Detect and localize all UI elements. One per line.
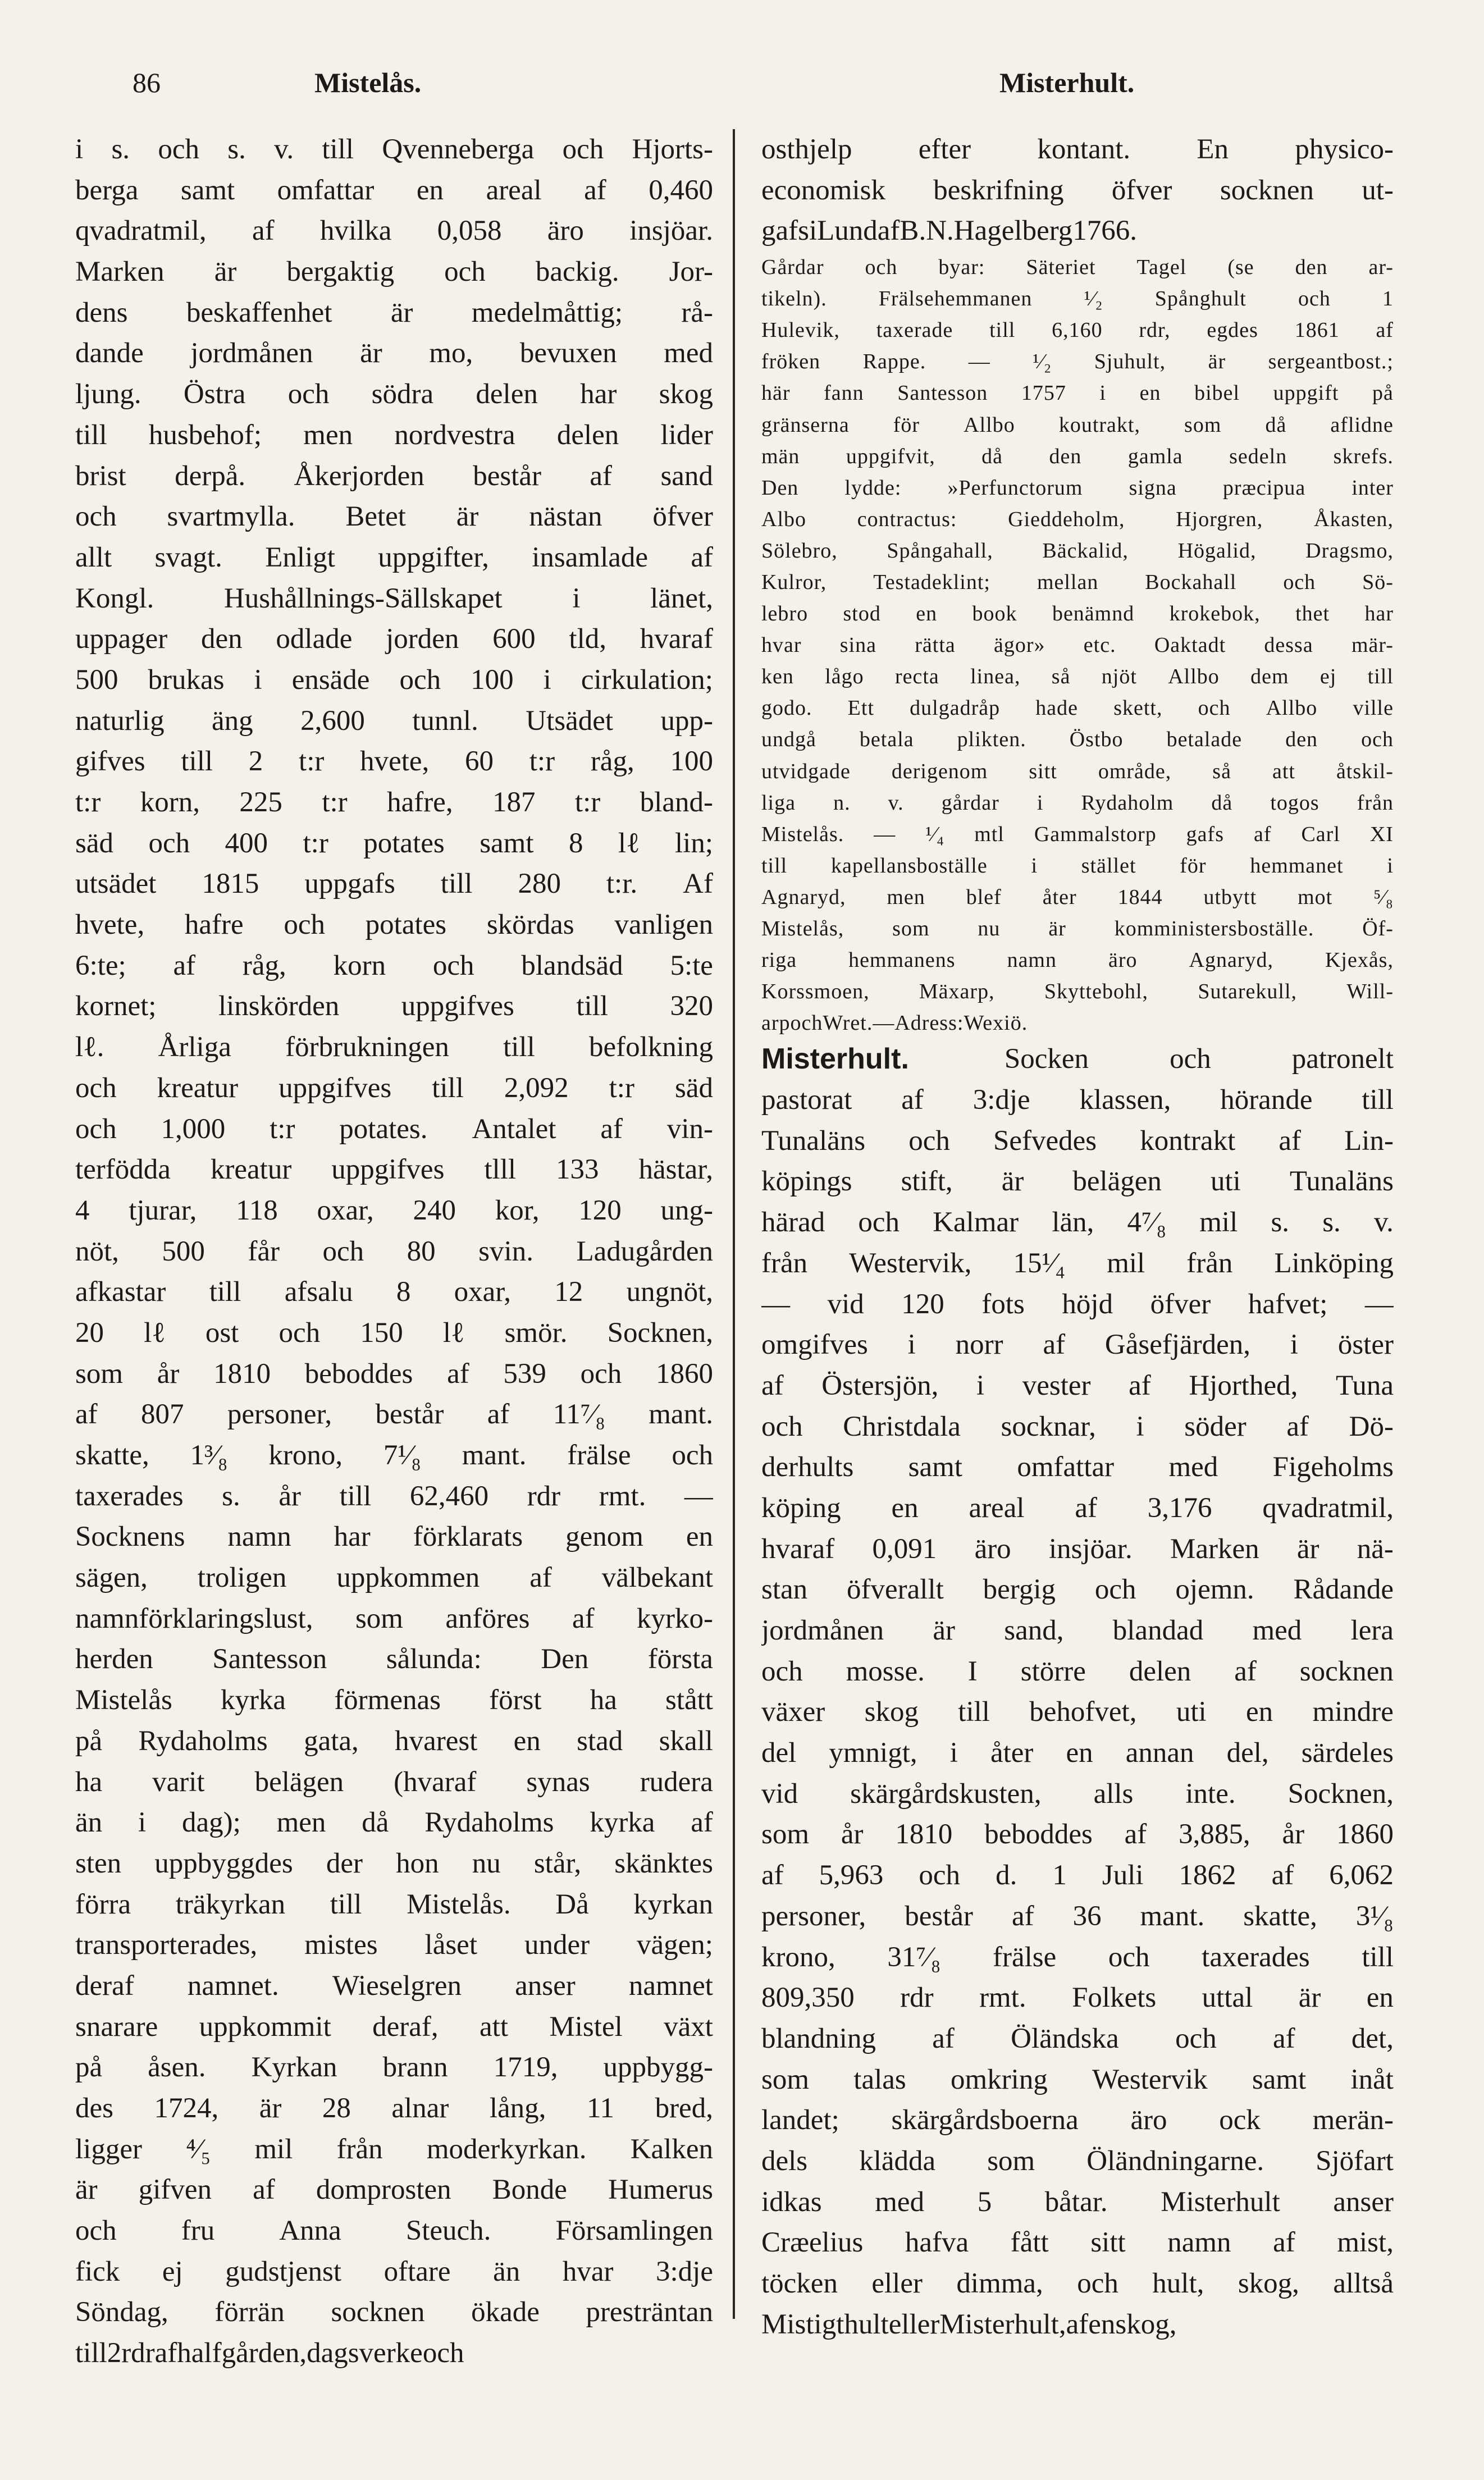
right-running-title: Misterhult. (999, 67, 1135, 98)
text-line: på åsen. Kyrkan brann 1719, uppbygg- (75, 2052, 713, 2084)
page-number: 86 (133, 67, 161, 98)
text-line: utvidgade derigenom sitt område, så att åtskil- (761, 759, 1394, 783)
text-line: Gårdar och byar: Säteriet Tagel (se den ar- (761, 255, 1394, 280)
text-line: dels klädda som Öländningarne. Sjöfart (761, 2145, 1394, 2177)
text-line: tikeln). Frälsehemmanen ¹⁄₂ Spånghult och 1 (761, 287, 1394, 311)
text-line: Socknens namn har förklarats genom en (75, 1521, 713, 1553)
text-line: personer, består af 36 mant. skatte, 3¹⁄₈ (761, 1900, 1394, 1932)
column-divider (733, 129, 735, 2319)
text-line: hvaraf 0,091 äro insjöar. Marken är nä- (761, 1533, 1394, 1565)
text-line: kornet; linskörden uppgifves till 320 (75, 990, 713, 1022)
text-line: af 807 personer, består af 11⁷⁄₈ mant. (75, 1399, 713, 1431)
text-line: blandning af Öländska och af det, (761, 2022, 1394, 2054)
text-line: pastorat af 3:dje klassen, hörande till (761, 1084, 1394, 1116)
text-line: del ymnigt, i åter en annan del, särdeles (761, 1737, 1394, 1769)
text-line: Mistelås kyrka förmenas först ha stått (75, 1684, 713, 1716)
text-line: terfödda kreatur uppgifves tlll 133 hästar, (75, 1154, 713, 1186)
text-line: köping en areal af 3,176 qvadratmil, (761, 1492, 1394, 1524)
text-line: och 1,000 t:r potates. Antalet af vin- (75, 1113, 713, 1145)
text-line: än i dag); men då Rydaholms kyrka af (75, 1807, 713, 1839)
text-line: och Christdala socknar, i söder af Dö- (761, 1410, 1394, 1442)
text-line: är gifven af domprosten Bonde Humerus (75, 2174, 713, 2206)
text-line: töcken eller dimma, och hult, skog, alltså (761, 2268, 1394, 2300)
text-line: hvar sina rätta ägor» etc. Oaktadt dessa mär- (761, 633, 1394, 657)
text-line: af Östersjön, i vester af Hjorthed, Tuna (761, 1369, 1394, 1401)
text-line: Hulevik, taxerade till 6,160 rdr, egdes 1861 af (761, 318, 1394, 342)
text-line: Tunaläns och Sefvedes kontrakt af Lin- (761, 1125, 1394, 1157)
text-line: ha varit belägen (hvaraf synas rudera (75, 1766, 713, 1798)
text-line: hvete, hafre och potates skördas vanligen (75, 909, 713, 941)
text-line: skatte, 1³⁄₈ krono, 7¹⁄₈ mant. frälse och (75, 1440, 713, 1471)
text-line: Mistelås, som nu är komministersboställe. Öf- (761, 917, 1394, 941)
text-line: Agnaryd, men blef åter 1844 utbytt mot ⁵⁄₈ (761, 885, 1394, 909)
text-line: af 5,963 och d. 1 Juli 1862 af 6,062 (761, 1860, 1394, 1892)
text-line: köpings stift, är belägen uti Tunaläns (761, 1166, 1394, 1198)
left-column (75, 129, 713, 2381)
running-header (0, 66, 1484, 111)
text-line: idkas med 5 båtar. Misterhult anser (761, 2186, 1394, 2218)
text-line: utsädet 1815 uppgafs till 280 t:r. Af (75, 868, 713, 900)
text-line: växer skog till behofvet, uti en mindre (761, 1696, 1394, 1728)
text-line: liga n. v. gårdar i Rydaholm då togos från (761, 791, 1394, 815)
text-line: arp och Wret. — Adress: Wexiö. (761, 1011, 1028, 1035)
text-line: fröken Rappe. — ¹⁄₂ Sjuhult, är sergeantbost.; (761, 350, 1394, 374)
text-line: jordmånen är sand, blandad med lera (761, 1615, 1394, 1647)
text-line: Mistelås. — ¹⁄₄ mtl Gammalstorp gafs af Carl XI (761, 822, 1394, 846)
text-line: snarare uppkommit deraf, att Mistel växt (75, 2011, 713, 2043)
text-line: ligger ⁴⁄₅ mil från moderkyrkan. Kalken (75, 2133, 713, 2165)
text-line: undgå betala plikten. Östbo betalade den och (761, 728, 1394, 752)
text-line: fick ej gudstjenst oftare än hvar 3:dje (75, 2255, 713, 2287)
text-line: Korssmoen, Mäxarp, Skyttebohl, Sutarekull, Will- (761, 980, 1394, 1004)
text-line: dens beskaffenhet är medelmåttig; rå- (75, 296, 713, 328)
text-line: economisk beskrifning öfver socknen ut- (761, 174, 1394, 206)
text-line: osthjelp efter kontant. En physico- (761, 134, 1394, 165)
text-line: gafs i Lund af B. N. Hagelberg 1766. (761, 215, 1138, 247)
left-running-title: Mistelås. (314, 67, 422, 98)
text-line: brist derpå. Åkerjorden består af sand (75, 460, 713, 492)
text-line: riga hemmanens namn äro Agnaryd, Kjexås, (761, 948, 1394, 972)
text-line: sägen, troligen uppkommen af välbekant (75, 1562, 713, 1594)
text-line: namnförklaringslust, som anföres af kyrko- (75, 1602, 713, 1634)
text-line: ljung. Östra och södra delen har skog (75, 378, 713, 410)
text-line: Kongl. Hushållnings-Sällskapet i länet, (75, 582, 713, 614)
text-line: omgifves i norr af Gåsefjärden, i öster (761, 1329, 1394, 1361)
right-column-small-print (761, 252, 1394, 1039)
text-line: förra träkyrkan till Mistelås. Då kyrkan (75, 1888, 713, 1920)
text-line: krono, 31⁷⁄₈ frälse och taxerades till (761, 1941, 1394, 1973)
text-line: transporterades, mistes låset under vägen; (75, 1929, 713, 1961)
text-line: säd och 400 t:r potates samt 8 lℓ lin; (75, 827, 713, 859)
text-line: taxerades s. år till 62,460 rdr rmt. — (75, 1480, 713, 1512)
text-line: Kulror, Testadeklint; mellan Bockahall och Sö- (761, 570, 1394, 594)
text-line: som talas omkring Westervik samt inåt (761, 2063, 1394, 2095)
text-line: lebro stod en book benämnd krokebok, thet har (761, 602, 1394, 626)
text-line: Den lydde: »Perfunctorum signa præcipua inter (761, 476, 1394, 500)
text-line: 500 brukas i ensäde och 100 i cirkulation; (75, 664, 713, 696)
text-line: och mosse. I större delen af socknen (761, 1655, 1394, 1687)
text-line: 4 tjurar, 118 oxar, 240 kor, 120 ung- (75, 1194, 713, 1226)
entry-heading-line: Misterhult. Socken och patronelt (761, 1039, 1394, 1080)
text-line: des 1724, är 28 alnar lång, 11 bred, (75, 2093, 713, 2124)
text-line: landet; skärgårdsboerna äro ock merän- (761, 2104, 1394, 2136)
text-line: ken lågo recta linea, så njöt Allbo dem ej till (761, 665, 1394, 689)
text-line: och kreatur uppgifves till 2,092 t:r säd (75, 1072, 713, 1104)
text-line: gränserna för Allbo koutrakt, som då aflidne (761, 413, 1394, 437)
text-line: till kapellansboställe i stället för hemmanet i (761, 853, 1394, 878)
text-line: naturlig äng 2,600 tunnl. Utsädet upp- (75, 705, 713, 737)
text-line: på Rydaholms gata, hvarest en stad skall (75, 1725, 713, 1757)
text-line: gifves till 2 t:r hvete, 60 t:r råg, 100 (75, 746, 713, 778)
text-line: Sölebro, Spångahall, Bäckalid, Högalid, Dragsmo, (761, 538, 1394, 563)
right-column (761, 129, 1394, 2381)
text-line: afkastar till afsalu 8 oxar, 12 ungnöt, (75, 1276, 713, 1308)
text-line: lℓ. Årliga förbrukningen till befolkning (75, 1031, 713, 1063)
text-line: härad och Kalmar län, 4⁷⁄₈ mil s. s. v. (761, 1207, 1394, 1239)
text-line: och svartmylla. Betet är nästan öfver (75, 501, 713, 533)
text-line: Cræelius hafva fått sitt namn af mist, (761, 2227, 1394, 2259)
text-line: vid skärgårdskusten, alls inte. Socknen, (761, 1778, 1394, 1810)
text-line: sten uppbyggdes der hon nu står, skänktes (75, 1847, 713, 1879)
text-line: dande jordmånen är mo, bevuxen med (75, 337, 713, 369)
text-line: 809,350 rdr rmt. Folkets uttal är en (761, 1982, 1394, 2014)
text-line: här fann Santesson 1757 i en bibel uppgift på (761, 381, 1394, 405)
text-line: nöt, 500 får och 80 svin. Ladugården (75, 1235, 713, 1267)
text-line: uppager den odlade jorden 600 tld, hvaraf (75, 623, 713, 655)
text-line: allt svagt. Enligt uppgifter, insamlade af (75, 541, 713, 573)
text-line: t:r korn, 225 t:r hafre, 187 t:r bland- (75, 787, 713, 818)
text-line: — vid 120 fots höjd öfver hafvet; — (761, 1288, 1394, 1320)
text-line: som år 1810 beboddes af 3,885, år 1860 (761, 1819, 1394, 1851)
text-line: 20 lℓ ost och 150 lℓ smör. Socknen, (75, 1317, 713, 1349)
text-line: i s. och s. v. till Qvenneberga och Hjorts- (75, 134, 713, 165)
text-line: till husbehof; men nordvestra delen lider (75, 419, 713, 451)
text-line: Söndag, förrän socknen ökade presträntan (75, 2296, 713, 2328)
text-line: Mistigthult eller Misterhult, af en skog, (761, 2308, 1177, 2340)
right-column-top-text (761, 129, 1394, 252)
misterhult-entry (761, 1039, 1394, 2345)
text-line: berga samt omfattar en areal af 0,460 (75, 174, 713, 206)
text-line: herden Santesson sålunda: Den första (75, 1643, 713, 1675)
text-line: till 2 rdr af halfgården, dagsverke och (75, 2337, 464, 2369)
text-line: 6:te; af råg, korn och blandsäd 5:te (75, 949, 713, 981)
text-line: qvadratmil, af hvilka 0,058 äro insjöar. (75, 215, 713, 247)
text-line: deraf namnet. Wieselgren anser namnet (75, 1970, 713, 2002)
text-line: som år 1810 beboddes af 539 och 1860 (75, 1358, 713, 1390)
text-line: män uppgifvit, då den gamla sedeln skrefs. (761, 444, 1394, 468)
entry-headword: Misterhult. (761, 1043, 909, 1076)
text-line: stan öfverallt bergig och ojemn. Rådande (761, 1574, 1394, 1606)
text-line: godo. Ett dulgadråp hade skett, och Allbo ville (761, 696, 1394, 720)
text-line: Marken är bergaktig och backig. Jor- (75, 256, 713, 288)
text-line: och fru Anna Steuch. Församlingen (75, 2215, 713, 2247)
text-line: från Westervik, 15¹⁄₄ mil från Linköping (761, 1247, 1394, 1279)
text-line: derhults samt omfattar med Figeholms (761, 1451, 1394, 1483)
text-line: Albo contractus: Gieddeholm, Hjorgren, Åkasten, (761, 507, 1394, 531)
